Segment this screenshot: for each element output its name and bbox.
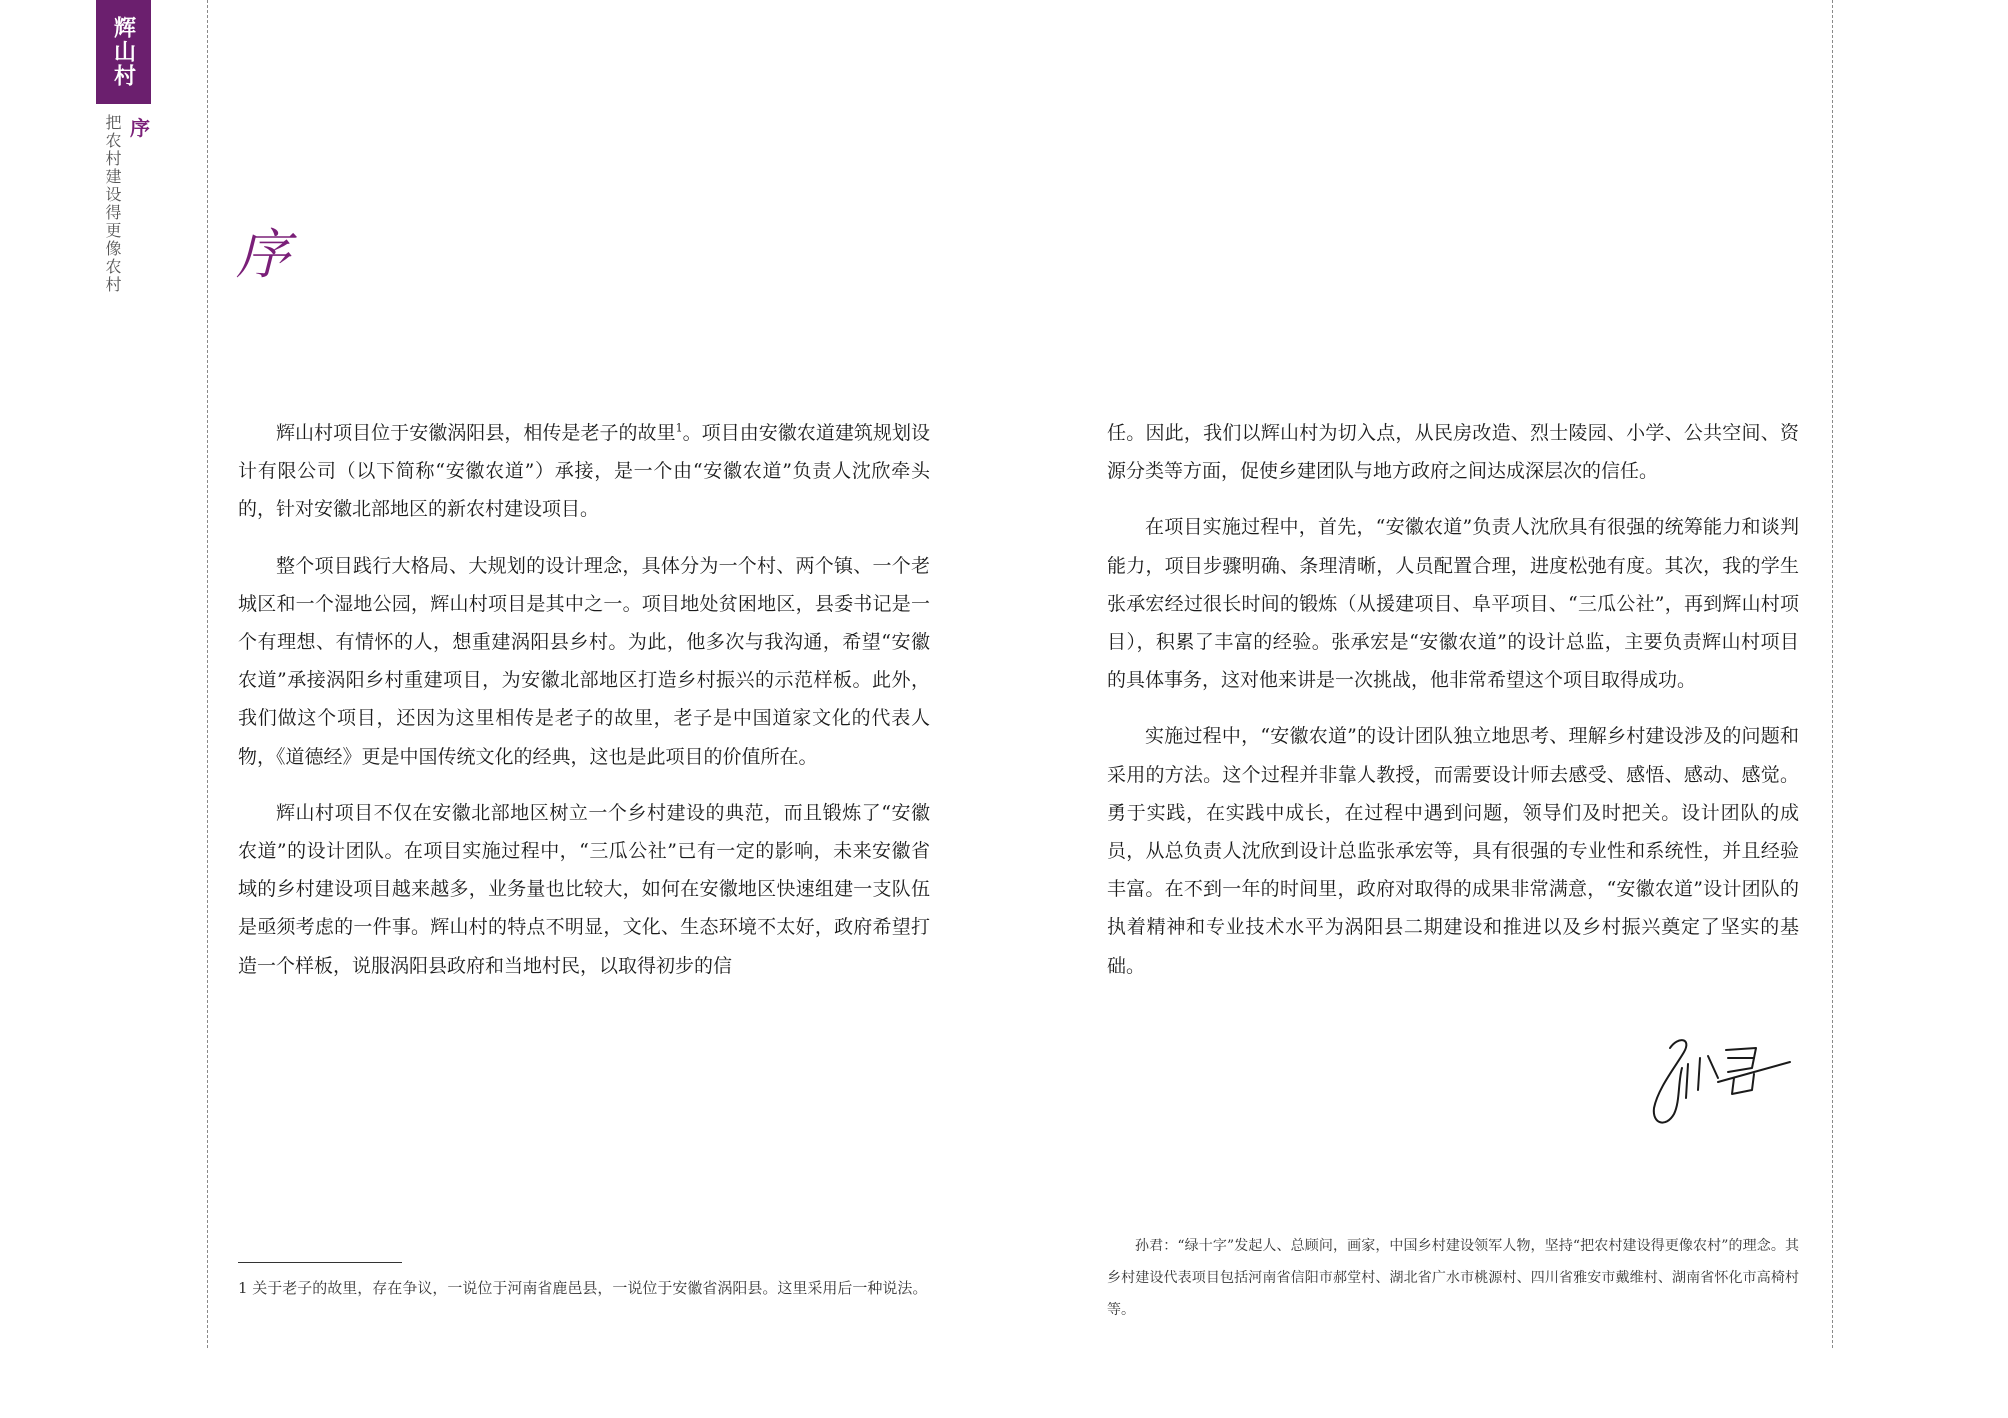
paragraph: 任。因此，我们以辉山村为切入点，从民房改造、烈士陵园、小学、公共空间、资源分类等方面，促使乡建团队与地方政府之间达成深层次的信任。 — [1107, 422, 1799, 483]
paragraph: 在项目实施过程中，首先，“安徽农道”负责人沈欣具有很强的统筹能力和谈判能力，项目步骤明确、条理清晰，人员配置合理，进度松弛有度。其次，我的学生张承宏经过很长时间的锻炼（从援建项目、阜平项目、“三瓜公社”，再到辉山村项目），积累了丰富的经验。张承宏是“安徽农道”的设计总监，主要负责辉山村项目的具体事务，这对他来讲是一次挑战，他非常希望这个项目取得成功。 — [1107, 516, 1799, 692]
footnote: 1 关于老子的故里，存在争议，一说位于河南省鹿邑县，一说位于安徽省涡阳县。这里采用后一种说法。 — [238, 1279, 928, 1297]
left-margin-rule — [207, 0, 208, 1348]
right-margin-rule — [1832, 0, 1833, 1348]
right-column — [1107, 414, 1799, 1003]
paragraph-text: 。项目由安徽农道建筑规划设计有限公司（以下简称“安徽农道”）承接，是一个由“安徽农道”负责人沈欣牵头的，针对安徽北部地区的新农村建设项目。 — [238, 422, 930, 521]
chapter-tab — [96, 0, 151, 104]
paragraph: 实施过程中，“安徽农道”的设计团队独立地思考、理解乡村建设涉及的问题和采用的方法。这个过程并非靠人教授，而需要设计师去感受、感悟、感动、感觉。勇于实践，在实践中成长，在过程中遇到问题，领导们及时把关。设计团队的成员，从总负责人沈欣到设计总监张承宏等，具有很强的专业性和系统性，并且经验丰富。在不到一年的时间里，政府对取得的成果非常满意，“安徽农道”设计团队的执着精神和专业技术水平为涡阳县二期建设和推进以及乡村振兴奠定了坚实的基础。 — [1107, 725, 1799, 977]
sidebar-section-label: 序 — [130, 116, 150, 140]
paragraph: 辉山村项目不仅在安徽北部地区树立一个乡村建设的典范，而且锻炼了“安徽农道”的设计团队。在项目实施过程中，“三瓜公社”已有一定的影响，未来安徽省域的乡村建设项目越来越多，业务量也比较大，如何在安徽地区快速组建一支队伍是亟须考虑的一件事。辉山村的特点不明显，文化、生态环境不太好，政府希望打造一个样板，说服涡阳县政府和当地村民，以取得初步的信 — [238, 801, 930, 977]
paragraph — [238, 414, 930, 529]
footnote-ref: 1 — [675, 421, 683, 435]
sidebar-motto: 把农村建设得更像农村 — [103, 114, 122, 294]
chapter-tab-label: 辉山村 — [110, 16, 137, 88]
paragraph-text: 辉山村项目位于安徽涡阳县，相传是老子的故里 — [276, 422, 676, 444]
footnote-divider — [238, 1262, 402, 1263]
paragraph: 整个项目践行大格局、大规划的设计理念，具体分为一个村、两个镇、一个老城区和一个湿地公园，辉山村项目是其中之一。项目地处贫困地区，县委书记是一个有理想、有情怀的人，想重建涡阳县乡村。为此，他多次与我沟通，希望“安徽农道”承接涡阳乡村重建项目，为安徽北部地区打造乡村振兴的示范样板。此外，我们做这个项目，还因为这里相传是老子的故里，老子是中国道家文化的代表人物，《道德经》更是中国传统文化的经典，这也是此项目的价值所在。 — [238, 554, 930, 768]
author-bio: 孙君：“绿十字”发起人、总顾问，画家，中国乡村建设领军人物，坚持“把农村建设得更像农村”的理念。其乡村建设代表项目包括河南省信阳市郝堂村、湖北省广水市桃源村、四川省雅安市戴维村、湖南省怀化市高椅村等。 — [1107, 1238, 1799, 1318]
left-column — [238, 414, 930, 1003]
page-title: 序 — [236, 223, 290, 286]
signature-image — [1648, 1028, 1798, 1132]
